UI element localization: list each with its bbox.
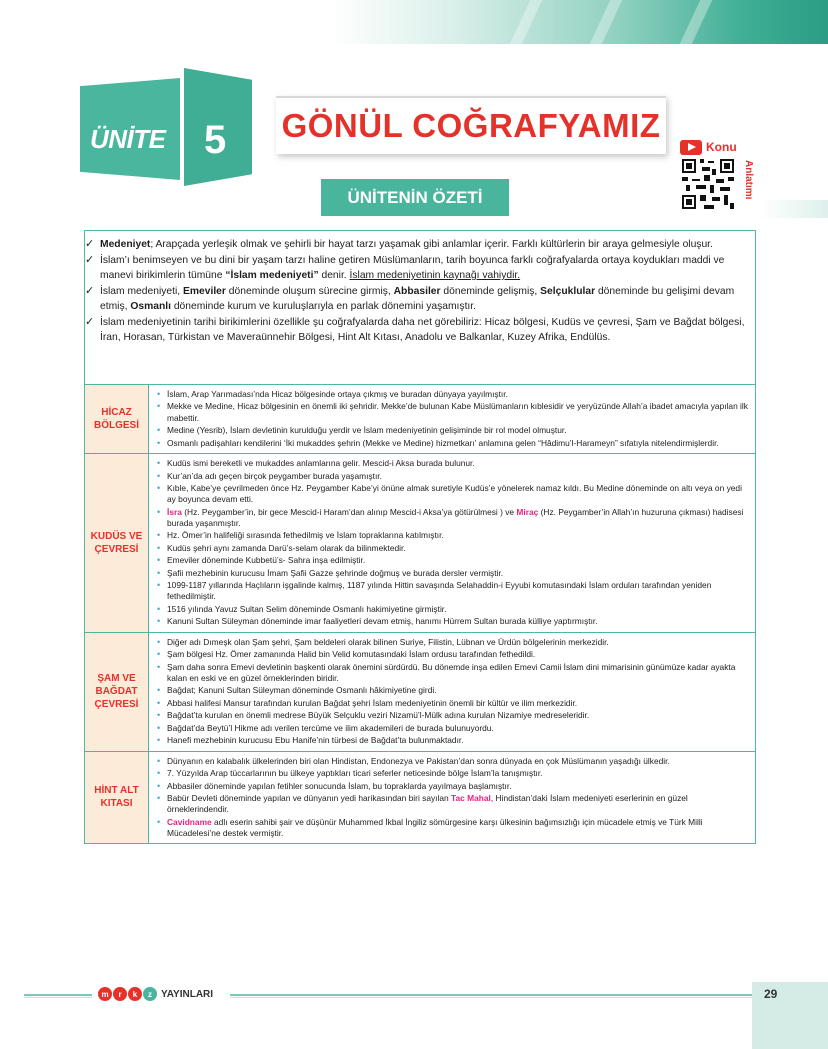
region-bullet: • Bağdat’ta kurulan en önemli medrese Büyük Selçuklu veziri Nizamü’l-Mülk adına kurulan Nizamiye medreseleridir. xyxy=(157,710,749,721)
title-box xyxy=(276,96,666,154)
unit-badge xyxy=(80,68,252,186)
highlight-term: Miraç xyxy=(516,506,539,517)
region-kudus xyxy=(85,453,755,632)
bullet-text: adlı eserin sahibi şair ve düşünür Muhammed İkbal İngiliz sömürgesine karşı ülkesinin bağımsızlığı için mücadele etmiş ve Türk Milli Mücadelesi’ne destek vermiştir. xyxy=(167,816,703,838)
intro-text: döneminde kurum ve kuruluşlarıyla en parlak dönemini yaşamıştır. xyxy=(170,301,477,312)
intro-item xyxy=(85,284,749,314)
intro-text: döneminde gelişmiş, xyxy=(440,286,541,297)
top-decorative-band xyxy=(0,0,828,44)
qr-label-top: Konu xyxy=(706,140,737,154)
intro-item xyxy=(85,237,749,252)
intro-text: döneminde oluşum sürecine girmiş, xyxy=(225,286,394,297)
play-icon xyxy=(680,140,702,155)
intro-term: Abbasiler xyxy=(393,286,441,297)
region-name: HİNT ALT KITASI xyxy=(85,752,149,844)
region-bullet: • Emeviler döneminde Kubbetü’s- Sahra inşa edilmiştir. xyxy=(157,555,749,566)
logo-letter: z xyxy=(143,987,157,1001)
bullet-text: (Hz. Peygamber’in, bir gece Mescid-i Haram’dan alınıp Mescid-i Aksa’ya götürülmesi ) ve xyxy=(181,506,517,517)
qr-block[interactable] xyxy=(676,140,756,215)
qr-label-side: Anlatımı xyxy=(743,160,754,200)
region-bullet: • Bağdat’da Beytü’l Hikme adı verilen tercüme ve ilim akademileri de burada bulunuyordu. xyxy=(157,723,749,734)
footer-line xyxy=(230,997,752,998)
footer-line xyxy=(24,994,92,996)
intro-text: İslam medeniyeti, xyxy=(100,286,183,297)
region-bullet: • Şafii mezhebinin kurucusu İmam Şafii Gazze şehrinde doğmuş ve burada dersler vermiştir. xyxy=(157,568,749,579)
region-bullet: • 1099-1187 yıllarında Haçlıların işgalinde kalmış, 1187 yılında Hittin savaşında Selahaddin-i Eyyubi komutasındaki İslam orduları tarafından yeniden fethedilmiştir. xyxy=(157,580,749,602)
unit-number: 5 xyxy=(204,118,227,162)
publisher-name: YAYINLARI xyxy=(161,988,214,1000)
region-bullet: • Kanuni Sultan Süleyman döneminde imar faaliyetleri devam etmiş, hanımı Hürrem Sultan burada külliye yaptırmıştır. xyxy=(157,616,749,627)
intro-item xyxy=(85,315,749,345)
region-bullet xyxy=(157,793,749,815)
region-bullet: • İslam, Arap Yarımadası’nda Hicaz bölgesinde ortaya çıkmış ve buradan dünyaya yayılmıştır. xyxy=(157,389,749,400)
region-bullet: • Dünyanın en kalabalık ülkelerinden biri olan Hindistan, Endonezya ve Pakistan’dan sonra dünyada en çok Müslümanın yaşadığı ülkedir. xyxy=(157,756,749,767)
band-stripe xyxy=(590,0,623,44)
bullet-text: , Hindistan’daki İslam medeniyeti eserlerinin en güzel örneklerindendir. xyxy=(167,793,688,815)
region-bullet: • Şam bölgesi Hz. Ömer zamanında Halid bin Velid komutasındaki İslam ordusu tarafından fethedildi. xyxy=(157,649,749,660)
bullet-text: Babür Devleti döneminde yapılan ve dünyanın yedi harikasından biri sayılan xyxy=(167,793,451,804)
intro-term: Medeniyet xyxy=(100,239,151,250)
intro-term: Emeviler xyxy=(182,286,226,297)
logo-letter: r xyxy=(113,987,127,1001)
summary-tab: ÜNİTENİN ÖZETİ xyxy=(321,179,509,216)
region-bullet: • Kıble, Kabe’ye çevrilmeden önce Hz. Peygamber Kabe’yi önüne almak suretiyle Kudüs’e yönelerek namaz kıldı. Bu Medine döneminde on altı veya on yedi ay boyunca devam etti. xyxy=(157,483,749,505)
intro-item xyxy=(85,253,749,283)
page-title: GÖNÜL COĞRAFYAMIZ xyxy=(281,107,661,144)
check-icon: ✓ xyxy=(85,285,95,297)
region-bullet: • Şam daha sonra Emevi devletinin başkenti olarak önemini sürdürdü. Bu dönemde inşa edilen Emevi Camii İslam dini mimarisinin günümüze kadar ayakta kalan en eski ve en güzel örneklerinden biridir. xyxy=(157,662,749,684)
region-hicaz xyxy=(85,385,755,453)
footer-line xyxy=(230,994,752,996)
intro-text: İslam’ı benimseyen ve bu dini bir yaşam tarzı haline getiren Müslümanların, tarih boyunca farklı coğrafyalarda ortaya koydukları maddi ve manevi birikimlerin tümüne xyxy=(100,255,725,281)
intro-box xyxy=(84,230,756,384)
region-bullet: • Diğer adı Dımeşk olan Şam şehri, Şam beldeleri olarak bilinen Suriye, Filistin, Lübnan ve Ürdün bölgelerinin merkezidir. xyxy=(157,637,749,648)
region-bullet: • Bağdat; Kanuni Sultan Süleyman döneminde Osmanlı hâkimiyetine girdi. xyxy=(157,685,749,696)
intro-underlined: İslam medeniyetinin kaynağı vahiydir. xyxy=(349,270,521,281)
region-bullet: • Kur’an’da adı geçen birçok peygamber burada yaşamıştır. xyxy=(157,471,749,482)
intro-text: İslam medeniyetinin tarihi birikimlerini özellikle şu coğrafyalarda daha net görebiliriz: Hicaz bölgesi, Kudüs ve çevresi, Şam ve Bağdat bölgesi, İran, Horasan, Türkistan ve Maveraünnehir Bölgesi, Hint Alt Kıtası, Anadolu ve Balkanlar, Kuzey Afrika, Endülüs. xyxy=(100,317,745,343)
intro-term: Osmanlı xyxy=(130,301,171,312)
unit-word: ÜNİTE xyxy=(90,124,166,154)
region-body xyxy=(149,752,755,844)
logo-letter: k xyxy=(128,987,142,1001)
region-bullet: • Abbasiler döneminde yapılan fetihler sonucunda İslam, bu topraklarda yayılmaya başlamıştır. xyxy=(157,781,749,792)
bullet-text: (Hz. Peygamber’in Allah’ın huzuruna çıkması) hadisesi burada yaşanmıştır. xyxy=(167,506,744,528)
region-sam-bagdat xyxy=(85,632,755,751)
intro-term: Selçuklular xyxy=(540,286,596,297)
publisher-logo xyxy=(98,985,213,1003)
region-body xyxy=(149,385,755,453)
region-body xyxy=(149,633,755,751)
band-stripe xyxy=(680,0,713,44)
region-bullet: • Abbasi halifesi Mansur tarafından kurulan Bağdat şehri İslam medeniyetinin önemli bir kültür ve ilim merkezidir. xyxy=(157,698,749,709)
region-bullet: • Hz. Ömer’in halifeliği sırasında fethedilmiş ve İslam topraklarına katılmıştır. xyxy=(157,530,749,541)
region-bullet: • 1516 yılında Yavuz Sultan Selim döneminde Osmanlı hakimiyetine girmiştir. xyxy=(157,604,749,615)
intro-term: “İslam medeniyeti” xyxy=(225,270,319,281)
region-bullet: • Hanefi mezhebinin kurucusu Ebu Hanife’nin türbesi de Bağdat’ta bulunmaktadır. xyxy=(157,735,749,746)
region-bullet: • Kudüs ismi bereketli ve mukaddes anlamlarına gelir. Mescid-i Aksa burada bulunur. xyxy=(157,458,749,469)
check-icon: ✓ xyxy=(85,316,95,328)
region-bullet: • Osmanlı padişahları kendilerini ‘İki mukaddes şehrin (Mekke ve Medine) hizmetkarı’ anlamına gelen “Hâdimu’l-Harameyn” sıfatıyla nitelendirmişlerdir. xyxy=(157,438,749,449)
regions-table xyxy=(84,384,756,844)
region-bullet: • Mekke ve Medine, Hicaz bölgesinin en önemli iki şehridir. Mekke’de bulunan Kabe Müslümanların kıblesidir ve yeryüzünde Allah’a ibadet amacıyla yapılan ilk mabettir. xyxy=(157,401,749,423)
region-name: ŞAM VE BAĞDAT ÇEVRESİ xyxy=(85,633,149,751)
region-body xyxy=(149,454,755,632)
footer-line xyxy=(24,997,92,998)
region-bullet: • Medine (Yesrib), İslam devletinin kurulduğu yerdir ve İslam medeniyetinin gelişiminde bir rol model olmuştur. xyxy=(157,425,749,436)
intro-text: döneminde bu gelişimi devam etmiş, xyxy=(100,286,735,312)
check-icon: ✓ xyxy=(85,254,95,266)
logo-letter: m xyxy=(98,987,112,1001)
qr-code-icon[interactable] xyxy=(680,157,736,211)
intro-text: ; Arapçada yerleşik olmak ve şehirli bir hayat tarzı yaşamak gibi anlamlar içerir. Farklı kültürlerin bir araya gelmesiyle oluşur. xyxy=(150,239,713,250)
region-bullet: • 7. Yüzyılda Arap tüccarlarının bu ülkeye yaptıkları ticari seferler neticesinde bölge İslam’la tanışmıştır. xyxy=(157,768,749,779)
region-bullet: • Kudüs şehri aynı zamanda Darü’s-selam olarak da bilinmektedir. xyxy=(157,543,749,554)
page-number: 29 xyxy=(764,987,778,1001)
region-bullet xyxy=(157,817,749,839)
region-bullet xyxy=(157,507,749,529)
highlight-term: Cavidname xyxy=(167,816,212,827)
intro-text: denir. xyxy=(318,270,350,281)
check-icon: ✓ xyxy=(85,238,95,250)
region-name: HİCAZ BÖLGESİ xyxy=(85,385,149,453)
decorative-fade xyxy=(760,200,828,218)
region-hint xyxy=(85,751,755,844)
highlight-term: Tac Mahal xyxy=(451,793,491,804)
band-stripe xyxy=(510,0,543,44)
highlight-term: İsra xyxy=(167,506,182,517)
region-name: KUDÜS VE ÇEVRESİ xyxy=(85,454,149,632)
